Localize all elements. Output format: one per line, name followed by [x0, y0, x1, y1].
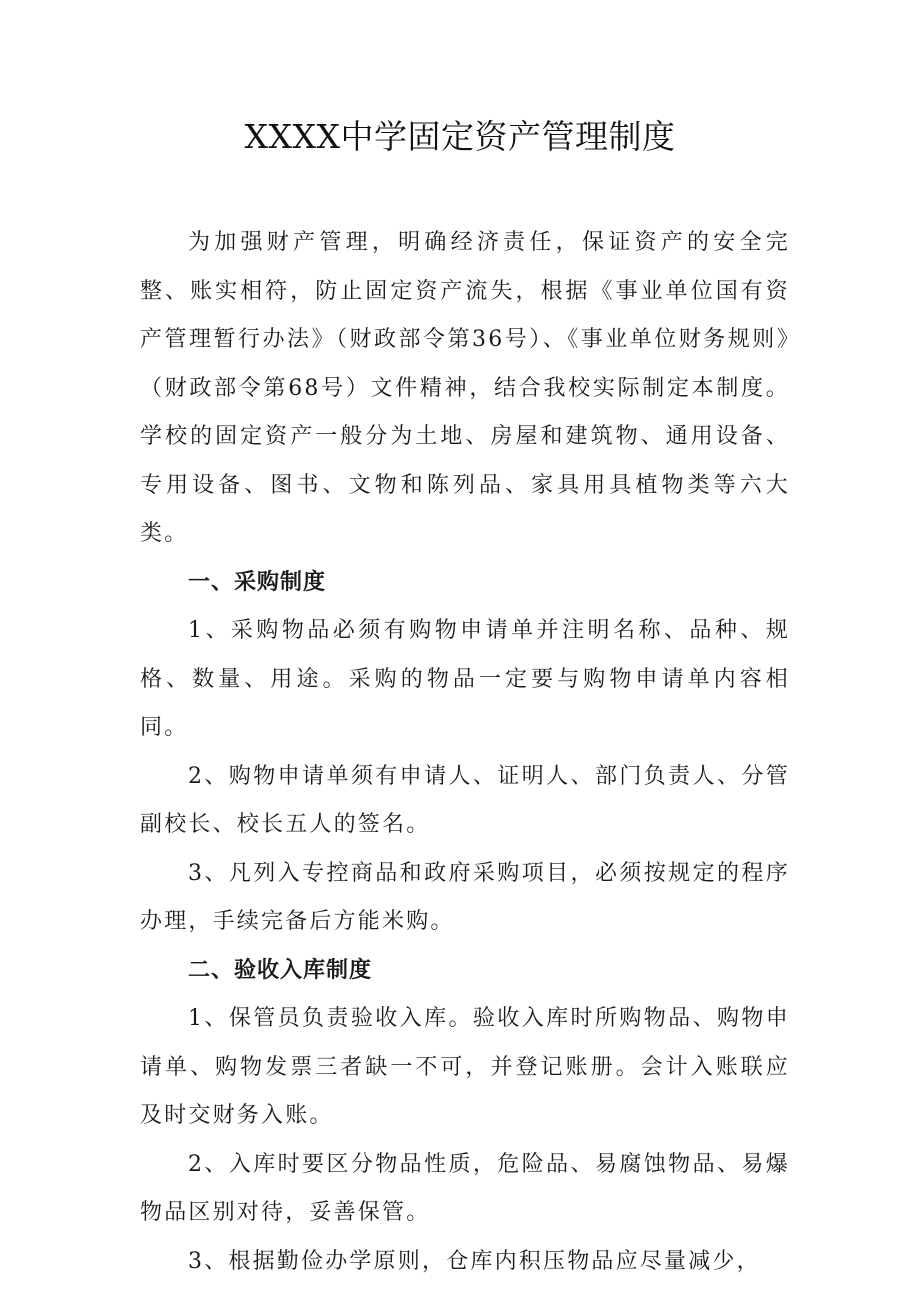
intro-paragraph: 为加强财产管理，明确经济责任，保证资产的安全完整、账实相符，防止固定资产流失，根据《事业单位国有资产管理暂行办法》（财政部令第36号）、《事业单位财务规则》（财政部令第68号）文件精神，结合我校实际制定本制度。学校的固定资产一般分为土地、房屋和建筑物、通用设备、专用设备、图书、文物和陈列品、家具用具植物类等六大类。: [140, 230, 790, 546]
procurement-item-3: 3、凡列入专控商品和政府采购项目，必须按规定的程序办理，手续完备后方能米购。: [140, 860, 790, 934]
procurement-item-1: 1、采购物品必须有购物申请单并注明名称、品种、规格、数量、用途。采购的物品一定要与购物申请单内容相同。: [140, 618, 790, 740]
procurement-item-2: 2、购物申请单须有申请人、证明人、部门负责人、分管副校长、校长五人的签名。: [140, 763, 790, 837]
warehousing-item-3: 3、根据勤俭办学原则，仓库内积压物品应尽量减少，: [188, 1248, 761, 1274]
warehousing-item-2: 2、入库时要区分物品性质，危险品、易腐蚀物品、易爆物品区别对待，妥善保管。: [140, 1151, 790, 1225]
document-body: [140, 219, 790, 1286]
warehousing-item-1: 1、保管员负责验收入库。验收入库时所购物品、购物申请单、购物发票三者缺一不可，并登记账册。会计入账联应及时交财务入账。: [140, 1006, 790, 1128]
section-heading-procurement: 一、采购制度: [188, 569, 327, 595]
section-heading-warehousing: 二、验收入库制度: [188, 957, 373, 983]
document-title: XXXX中学固定资产管理制度: [244, 117, 676, 156]
